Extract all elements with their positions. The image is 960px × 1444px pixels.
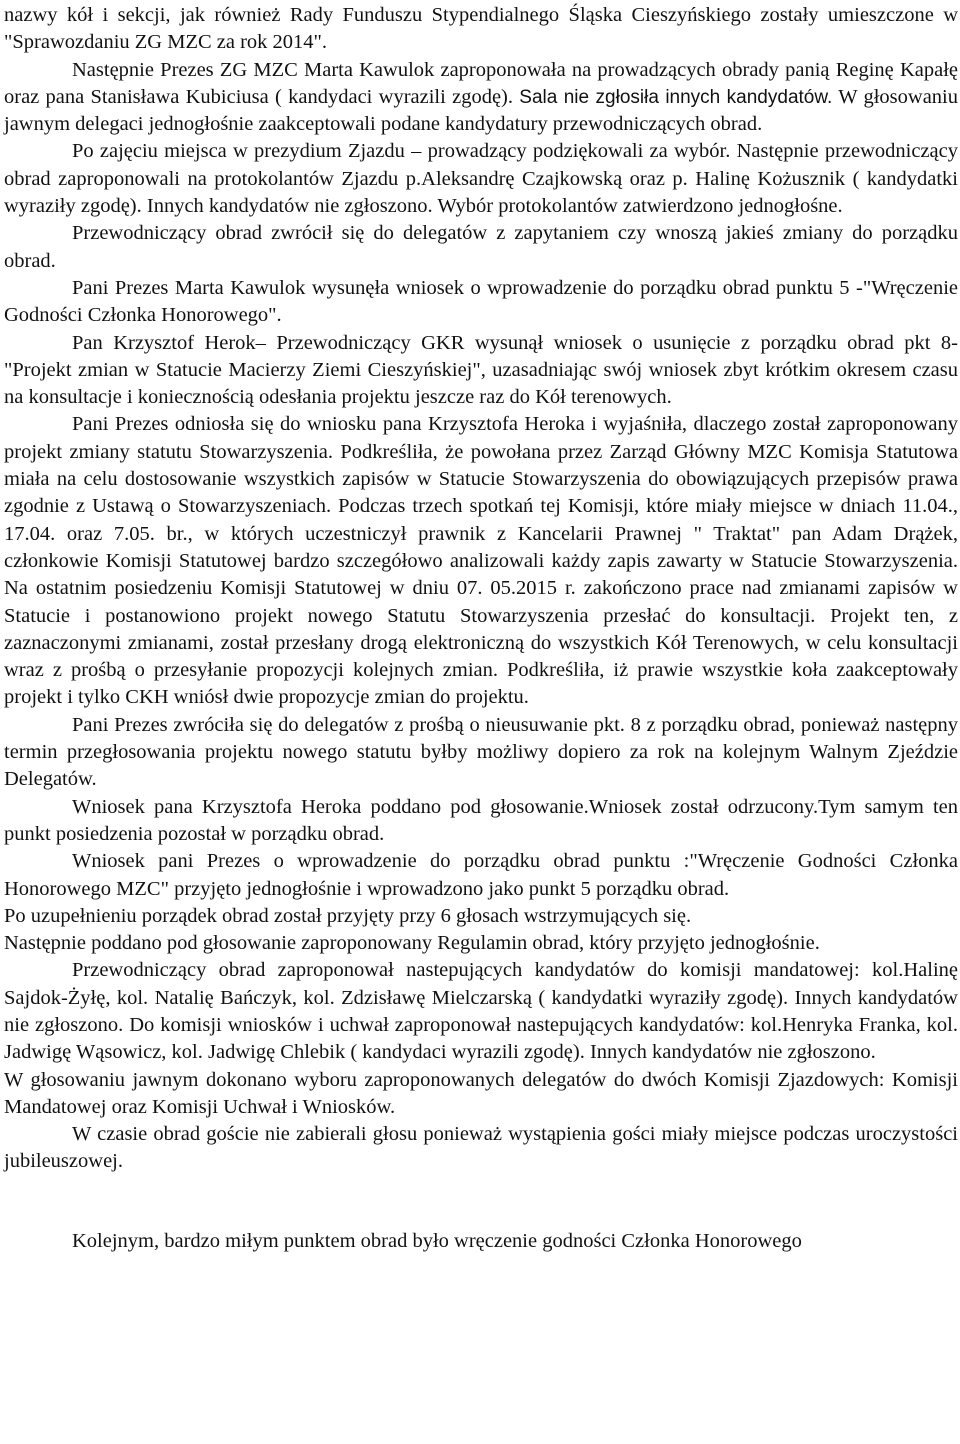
- paragraph-1: nazwy kół i sekcji, jak również Rady Funduszu Stypendialnego Śląska Cieszyńskiego zostały umieszczone w "Sprawozdaniu ZG MZC za rok 2014".: [4, 4, 958, 54]
- paragraph-gap: [4, 1176, 958, 1228]
- paragraph-16: Kolejnym, bardzo miłym punktem obrad było wręczenie godności Członka Honorowego: [72, 1229, 802, 1252]
- paragraph-11: Po uzupełnieniu porządek obrad został przyjęty przy 6 głosach wstrzymujących się.: [4, 904, 692, 927]
- paragraph-4: Przewodniczący obrad zwrócił się do delegatów z zapytaniem czy wnoszą jakieś zmiany do porządku obrad.: [4, 222, 958, 272]
- paragraph-8: Pani Prezes zwróciła się do delegatów z prośbą o nieusuwanie pkt. 8 z porządku obrad, ponieważ następny termin przegłosowania projektu nowego statutu byłby możliwy dopiero za rok na kolejnym Walnym Zjeździe Delegatów.: [4, 713, 958, 791]
- paragraph-2-tail: W głosowaniu jawnym delegaci jednogłośnie zaakceptowali podane kandydatury przewodniczących obrad.: [4, 85, 958, 136]
- paragraph-2-text: Następnie Prezes ZG MZC Marta Kawulok zaproponowała na prowadzących obrady panią Reginę Kapałę oraz pana Stanisława Kubiciusa ( kandydaci wyrazili zgodę).: [4, 58, 958, 108]
- document-page: [4, 2, 958, 1255]
- paragraph-2: [4, 57, 958, 139]
- paragraph-7: Pani Prezes odniosła się do wniosku pana Krzysztofa Heroka i wyjaśniła, dlaczego został zaproponowany projekt zmiany statutu Stowarzyszenia. Podkreśliła, że powołana przez Zarząd Główny MZC Komisja Statutowa miała na celu dostosowanie wszystkich zapisów w Statucie Stowarzyszenia do obowiązujących przepisów prawa zgodnie z Ustawą o Stowarzyszeniach. Podczas trzech spotkań tej Komisji, które miały miejsce w dniach 11.04., 17.04. oraz 7.05. br., w których uczestniczył prawnik z Kancelarii Prawnej " Traktat" pan Adam Drążek, członkowie Komisji Statutowej bardzo szczegółowo analizowali każdy zapis zawarty w Statucie Stowarzyszenia. Na ostatnim posiedzeniu Komisji Statutowej w dniu 07. 05.2015 r. zakończono prace nad zmianami zapisów w Statucie i postanowiono projekt nowego Statutu Stowarzyszenia przesłać do konsultacji. Projekt ten, z zaznaczonymi zmianami, został przesłany drogą elektroniczną do wszystkich Kół Terenowych, w celu konsultacji wraz z prośbą o przesyłanie propozycji kolejnych zmian. Podkreśliła, iż prawie wszystkie koła zaakceptowały projekt i tylko CKH wniósł dwie propozycje zmian do projektu.: [4, 413, 958, 709]
- paragraph-6: Pan Krzysztof Herok– Przewodniczący GKR wysunął wniosek o usunięcie z porządku obrad pkt 8- "Projekt zmian w Statucie Macierzy Ziemi Cieszyńskiej", uzasadniając swój wniosek zbyt krótkim okresem czasu na konsultacje i koniecznością odesłania projektu jeszcze raz do Kół terenowych.: [4, 331, 958, 409]
- paragraph-15: W czasie obrad goście nie zabierali głosu ponieważ wystąpienia gości miały miejsce podczas uroczystości jubileuszowej.: [4, 1123, 958, 1173]
- paragraph-14: W głosowaniu jawnym dokonano wyboru zaproponowanych delegatów do dwóch Komisji Zjazdowych: Komisji Mandatowej oraz Komisji Uchwał i Wniosków.: [4, 1068, 958, 1118]
- paragraph-12: Następnie poddano pod głosowanie zaproponowany Regulamin obrad, który przyjęto jednogłośnie.: [4, 932, 820, 955]
- paragraph-13: Przewodniczący obrad zaproponował nastepujących kandydatów do komisji mandatowej: kol.Halinę Sajdok-Żyłę, kol. Natalię Bańczyk, kol. Zdzisławę Mielczarską ( kandydatki wyraziły zgodę). Innych kandydatów nie zgłoszono. Do komisji wniosków i uchwał zaproponował nastepujących kandydatów: kol.Henryka Franka, kol. Jadwigę Wąsowicz, kol. Jadwigę Chlebik ( kandydaci wyrazili zgodę). Innych kandydatów nie zgłoszono.: [4, 959, 958, 1064]
- paragraph-9: Wniosek pana Krzysztofa Heroka poddano pod głosowanie.Wniosek został odrzucony.Tym samym ten punkt posiedzenia pozostał w porządku obrad.: [4, 795, 958, 845]
- paragraph-2-sans-text: Sala nie zgłosiła innych kandydatów.: [519, 86, 833, 108]
- paragraph-3: Po zajęciu miejsca w prezydium Zjazdu – prowadzący podziękowali za wybór. Następnie przewodniczący obrad zaproponowali na protokolantów Zjazdu p.Aleksandrę Czajkowską oraz p. Halinę Kożusznik ( kandydatki wyraziły zgodę). Innych kandydatów nie zgłoszono. Wybór protokolantów zatwierdzono jednogłośne.: [4, 140, 958, 218]
- paragraph-5: Pani Prezes Marta Kawulok wysunęła wniosek o wprowadzenie do porządku obrad punktu 5 -"Wręczenie Godności Członka Honorowego".: [4, 276, 958, 327]
- paragraph-10: Wniosek pani Prezes o wprowadzenie do porządku obrad punktu :"Wręczenie Godności Członka Honorowego MZC" przyjęto jednogłośnie i wprowadzono jako punkt 5 porządku obrad.: [4, 850, 958, 900]
